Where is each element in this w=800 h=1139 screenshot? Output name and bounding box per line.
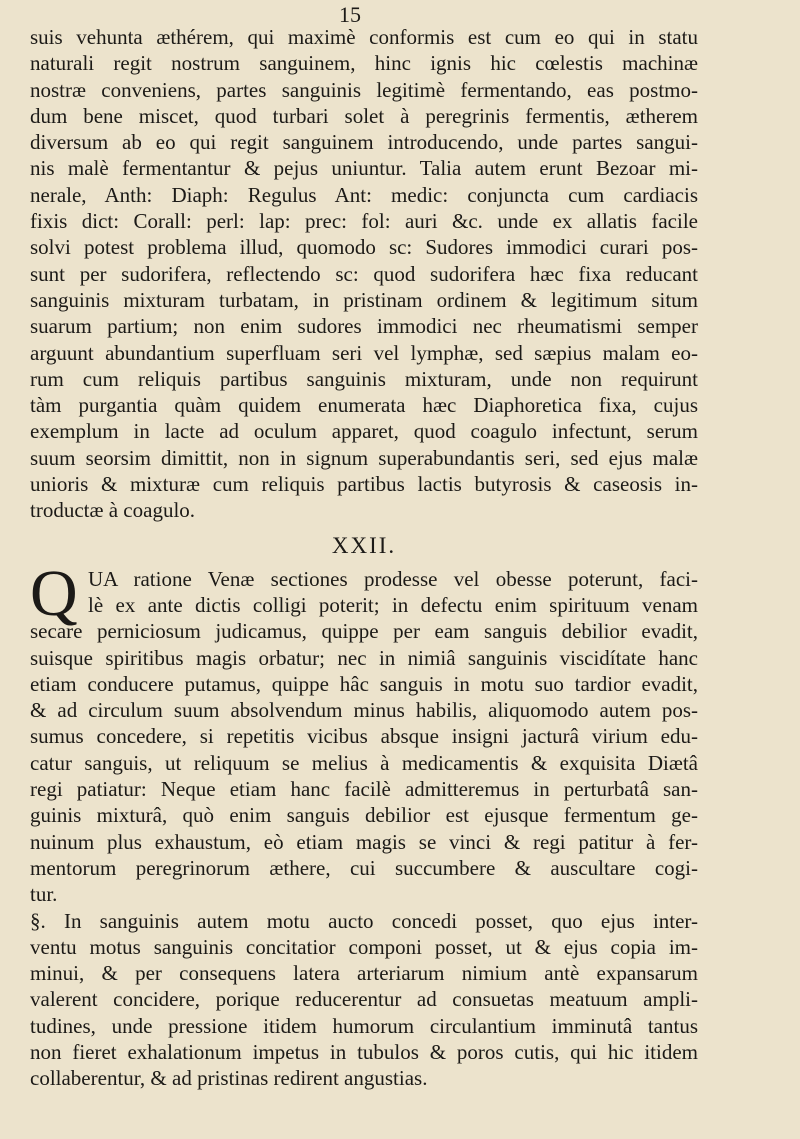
text-line: sanguinis mixturam turbatam, in pristinam ordinem & legitimum situm (30, 287, 698, 312)
text-line: naturali regit nostrum sanguinem, hinc ignis hic cœlestis machinæ (30, 51, 698, 76)
paragraph-3 (30, 908, 698, 1092)
page-number: 15 (339, 2, 361, 27)
text-line: sumus concedere, si repetitis vicibus absque insigni jacturâ virium edu- (30, 724, 698, 749)
text-line: catur sanguis, ut reliquum se melius à medicamentis & exquisita Diætâ (30, 750, 698, 775)
text-line: collaberentur, & ad pristinas redirent angustias. (30, 1066, 428, 1091)
text-line: nerale, Anth: Diaph: Regulus Ant: medic: conjuncta cum cardiacis (30, 182, 698, 207)
text-line: guinis mixturâ, quò enim sanguis debilior est ejusque fermentum ge- (30, 803, 698, 828)
text-line: regi patiatur: Neque etiam hanc facilè admitteremus in perturbatâ san- (30, 777, 698, 802)
section-heading: XXII. (331, 532, 397, 558)
text-line: secare perniciosum judicamus, quippe per eam sanguis debilior evadit, (30, 619, 698, 644)
text-line: tàm purgantia quàm quidem enumerata hæc Diaphoretica fixa, cujus (30, 393, 698, 418)
text-line: suisque spiritibus magis orbatur; nec in nimiâ sanguinis viscidítate hanc (30, 645, 698, 670)
text-line: etiam conducere putamus, quippe hâc sanguis in motu suo tardior evadit, (30, 671, 698, 696)
text-line: §. In sanguinis autem motu aucto concedi posset, quo ejus inter- (30, 908, 698, 933)
text-line: unioris & mixturæ cum reliquis partibus lactis butyrosis & caseosis in- (30, 472, 698, 497)
text-line: dum bene miscet, quod turbari solet à peregrinis fermentis, ætherem (30, 103, 698, 128)
text-line: nis malè fermentantur & pejus uniuntur. Talia autem erunt Bezoar mi- (30, 156, 698, 181)
text-line: nuinum plus exhaustum, eò etiam magis se vinci & regi patitur à fer- (30, 829, 698, 854)
text-line: arguunt abundantium superfluam seri vel lymphæ, sed sæpius malam eo- (30, 340, 698, 365)
text-line: diversum ab eo qui regit sanguinem introducendo, unde partes sangui- (30, 130, 698, 155)
text-line: suis vehunta æthérem, qui maximè conformis est cum eo qui in statu (30, 25, 698, 49)
text-line: tur. (30, 882, 58, 907)
text-line: exemplum in lacte ad oculum apparet, quod coagulo infectunt, serum (30, 419, 698, 444)
text-line: valerent concidere, porique reducerentur ad consuetas meatuum ampli- (30, 987, 698, 1012)
text-block (30, 24, 698, 1092)
text-line: ventu motus sanguinis concitatior componi posset, ut & ejus copia im- (30, 934, 698, 959)
text-line: mentorum peregrinorum æthere, cui succumbere & auscultare cogi- (30, 855, 698, 880)
drop-cap: Q (30, 556, 78, 630)
text-line: UA ratione Venæ sectiones prodesse vel obesse poterunt, faci- (88, 566, 698, 591)
text-line: non fieret exhalationum impetus in tubulos & poros cutis, qui hic itidem (30, 1039, 698, 1064)
text-line: suum seorsim dimittit, non in signum superabundantis seri, sed ejus malæ (30, 445, 698, 470)
text-line: rum cum reliquis partibus sanguinis mixturam, unde non requirunt (30, 366, 698, 391)
paragraph-2 (30, 556, 698, 908)
text-line: suarum partium; non enim sudores immodici nec rheumatismi semper (30, 314, 698, 339)
paragraph-1 (30, 24, 698, 524)
text-line: lè ex ante dictis colligi poterit; in defectu enim spirituum venam (88, 592, 698, 617)
text-line: minui, & per consequens latera arteriarum nimium antè expansarum (30, 961, 698, 986)
text-line: & ad circulum suum absolvendum minus habilis, aliquomodo autem pos- (30, 698, 698, 723)
text-line: troductæ à coagulo. (30, 498, 196, 523)
text-line: sunt per sudorifera, reflectendo sc: quod sudorifera hæc fixa reducant (30, 261, 698, 286)
text-line: nostræ conveniens, partes sanguinis legitimè fermentando, eas postmo- (30, 77, 698, 102)
text-line: tudines, unde pressione itidem humorum circulantium imminutâ tantus (30, 1013, 698, 1038)
text-line: fixis dict: Corall: perl: lap: prec: fol: auri &c. unde ex allatis facile (30, 209, 698, 234)
text-line: solvi potest problema illud, quomodo sc: Sudores immodici curari pos- (30, 235, 698, 260)
